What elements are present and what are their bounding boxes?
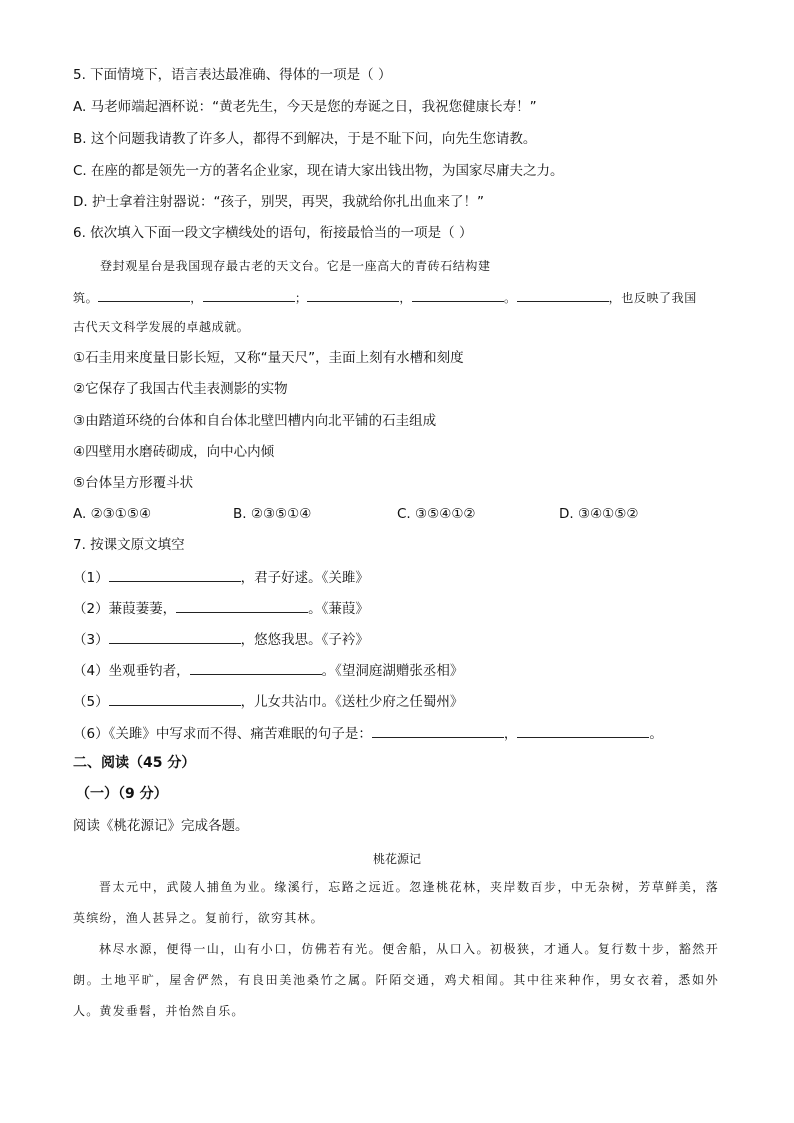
q7-line-2 (73, 599, 369, 617)
fill-blank[interactable] (372, 724, 504, 738)
q7-text: 。 (649, 726, 663, 742)
q7-text: ，君子好逑。《关雎》 (240, 570, 369, 586)
q6-passage-line2 (73, 288, 697, 306)
q7-text: （3） (73, 632, 109, 648)
q7-line-1 (73, 568, 369, 586)
essay-paragraph-2: 林尽水源，便得一山，山有小口，仿佛若有光。便舍船，从口入。初极狭，才通人。复行数十步，豁然开朗。土地平旷，屋舍俨然，有良田美池桑竹之属。阡陌交通，鸡犬相闻。其中往来种作，男女衣着，悉如外人。黄发垂髫，并怡然自乐。 (73, 942, 719, 1018)
reading-instruction: 阅读《桃花源记》完成各题。 (73, 818, 249, 834)
q7-text: （6）《关雎》中写求而不得、痛苦难眠的句子是： (73, 726, 372, 742)
fill-blank[interactable] (517, 288, 609, 302)
q5-option-c: C. 在座的都是领先一方的著名企业家，现在请大家出钱出物，为国家尽庸夫之力。 (73, 163, 564, 179)
fill-blank[interactable] (176, 599, 308, 613)
q7-line-6 (73, 724, 663, 742)
punct: ； (294, 291, 308, 305)
q6-item-5: ⑤台体呈方形覆斗状 (73, 475, 194, 491)
q7-line-4 (73, 661, 463, 679)
q6-option-b: B. ②③⑤①④ (233, 506, 312, 522)
q7-text: （2）蒹葭萋萋， (73, 601, 177, 617)
q6-item-4: ④四壁用水磨砖砌成，向中心内倾 (73, 444, 275, 460)
punct: ， (399, 291, 413, 305)
passage-text: 筑。 (73, 291, 99, 305)
punct: ， (190, 291, 203, 305)
q7-text: ， (503, 726, 518, 742)
fill-blank[interactable] (98, 288, 190, 302)
q7-text: （1） (73, 570, 109, 586)
q6-passage-line3: 古代天文科学发展的卓越成就。 (73, 320, 250, 334)
q5-option-b: B. 这个问题我请教了许多人，都得不到解决，于是不耻下问，向先生您请教。 (73, 131, 537, 147)
fill-blank[interactable] (109, 692, 241, 706)
q6-passage-line1: 登封观星台是我国现存最古老的天文台。它是一座高大的青砖石结构建 (100, 259, 491, 273)
fill-blank[interactable] (307, 288, 399, 302)
punct: 。 (504, 291, 517, 305)
q5-option-d: D. 护士拿着注射器说：“孩子，别哭，再哭，我就给你扎出血来了！” (73, 194, 484, 210)
fill-blank[interactable] (190, 661, 322, 675)
q6-item-1: ①石圭用来度量日影长短，又称“量天尺”，圭面上刻有水槽和刻度 (73, 350, 464, 366)
q6-option-d: D. ③④①⑤② (559, 506, 639, 522)
q7-line-3 (73, 630, 369, 648)
section-title: 二、阅读（45 分） (73, 755, 196, 771)
q7-stem: 7. 按课文原文填空 (73, 537, 185, 553)
q7-text: （5） (73, 694, 109, 710)
q6-stem: 6. 依次填入下面一段文字横线处的语句，衔接最恰当的一项是（ ） (73, 225, 473, 241)
q7-text: ，儿女共沾巾。《送杜少府之任蜀州》 (240, 694, 464, 710)
essay-paragraph-1: 晋太元中，武陵人捕鱼为业。缘溪行，忘路之远近。忽逢桃花林，夹岸数百步，中无杂树，芳草鲜美，落英缤纷，渔人甚异之。复前行，欲穷其林。 (73, 880, 719, 925)
fill-blank[interactable] (109, 568, 241, 582)
fill-blank[interactable] (412, 288, 504, 302)
q6-option-a: A. ②③①⑤④ (73, 506, 152, 522)
q5-option-a: A. 马老师端起酒杯说：“黄老先生，今天是您的寿诞之日，我祝您健康长寿！” (73, 99, 537, 115)
q7-text: 。《蒹葭》 (308, 601, 369, 617)
subsection-title: （一）（9 分） (76, 786, 168, 802)
q7-line-5 (73, 692, 463, 710)
q7-text: 。《望洞庭湖赠张丞相》 (321, 663, 464, 679)
essay-title: 桃花源记 (372, 852, 421, 866)
passage-text: ，也反映了我国 (608, 291, 697, 305)
q6-option-c: C. ③⑤④①② (397, 506, 476, 522)
q6-item-3: ③由踏道环绕的台体和自台体北壁凹槽内向北平铺的石圭组成 (73, 413, 437, 429)
q7-text: ，悠悠我思。《子衿》 (240, 632, 369, 648)
fill-blank[interactable] (203, 288, 295, 302)
fill-blank[interactable] (517, 724, 649, 738)
q5-stem: 5. 下面情境下，语言表达最准确、得体的一项是（ ） (73, 67, 392, 83)
fill-blank[interactable] (109, 630, 241, 644)
q7-text: （4）坐观垂钓者， (73, 663, 190, 679)
q6-item-2: ②它保存了我国古代圭表测影的实物 (73, 381, 288, 397)
